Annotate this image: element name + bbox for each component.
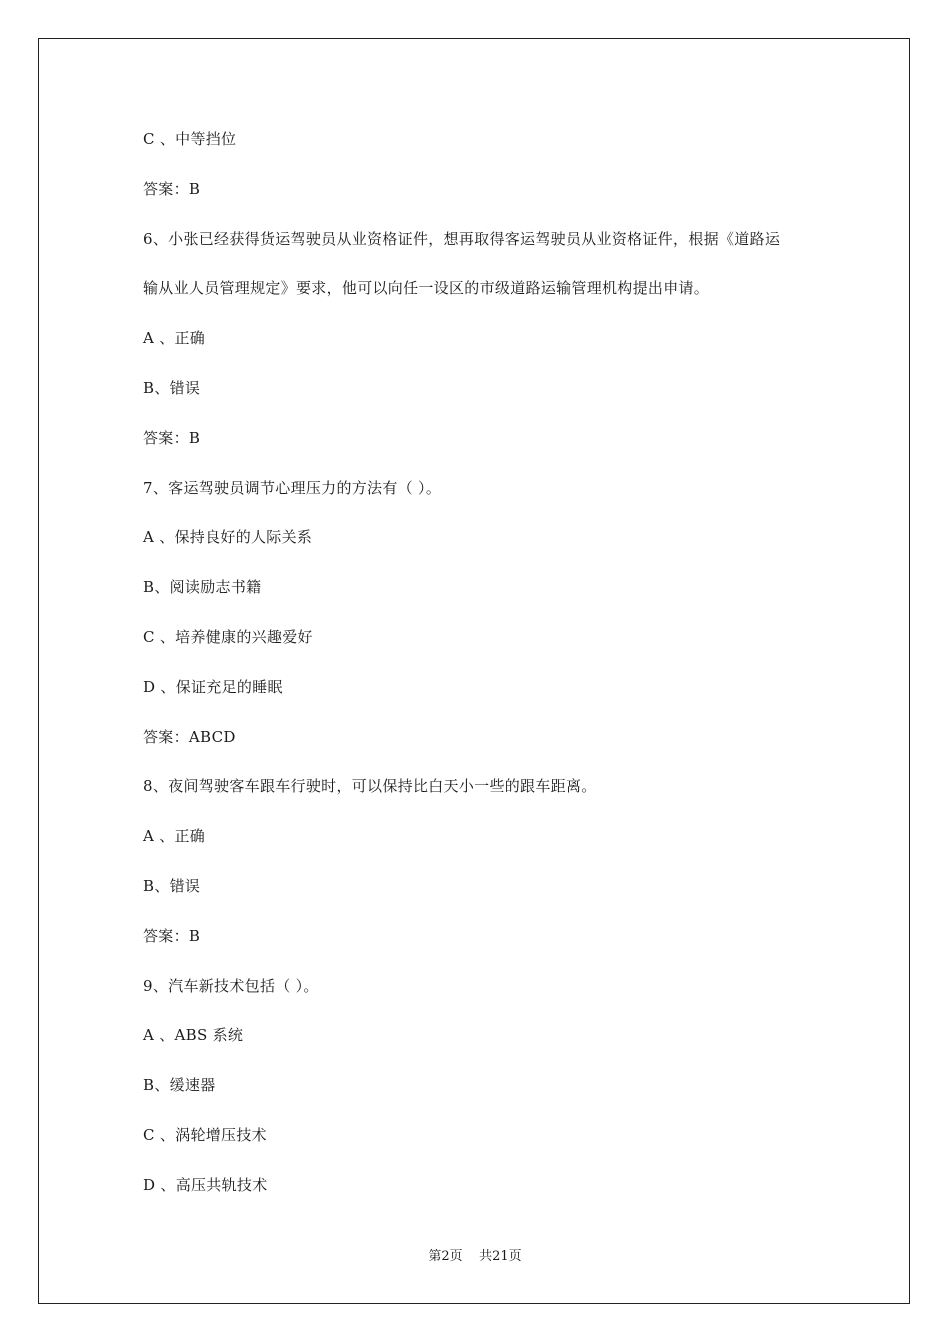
- answer-q6: 答案：B: [143, 428, 201, 447]
- answer-q7: 答案：ABCD: [143, 727, 236, 746]
- question-9: 9、汽车新技术包括（ ）。: [143, 976, 319, 995]
- option-b-q7: B、阅读励志书籍: [143, 578, 262, 597]
- question-8: 8、夜间驾驶客车跟车行驶时，可以保持比白天小一些的跟车距离。: [143, 777, 597, 796]
- option-c-q7: C 、培养健康的兴趣爱好: [143, 627, 313, 646]
- document-body: [143, 128, 823, 1224]
- question-7: 7、客运驾驶员调节心理压力的方法有（ ）。: [143, 478, 442, 497]
- answer-q8: 答案：B: [143, 926, 201, 945]
- page-number-footer: 第2页 共21页: [428, 1249, 522, 1264]
- option-d-q9: D 、高压共轨技术: [143, 1175, 268, 1194]
- option-c-q9: C 、涡轮增压技术: [143, 1125, 267, 1144]
- question-6-line-2: 输从业人员管理规定》要求，他可以向任一设区的市级道路运输管理机构提出申请。: [143, 279, 710, 298]
- option-d-q7: D 、保证充足的睡眠: [143, 677, 283, 696]
- answer-q5: 答案：B: [143, 179, 201, 198]
- option-c-q5: C 、中等挡位: [143, 130, 237, 148]
- option-b-q9: B、缓速器: [143, 1076, 216, 1095]
- option-a-q6: A 、正确: [143, 329, 206, 348]
- option-a-q7: A 、保持良好的人际关系: [143, 528, 313, 547]
- option-b-q8: B、错误: [143, 876, 201, 895]
- option-a-q9: A 、ABS 系统: [143, 1026, 244, 1045]
- option-a-q8: A 、正确: [143, 827, 206, 846]
- question-6-line-1: 6、小张已经获得货运驾驶员从业资格证件，想再取得客运驾驶员从业资格证件，根据《道路运: [143, 229, 781, 248]
- option-b-q6: B、错误: [143, 378, 201, 397]
